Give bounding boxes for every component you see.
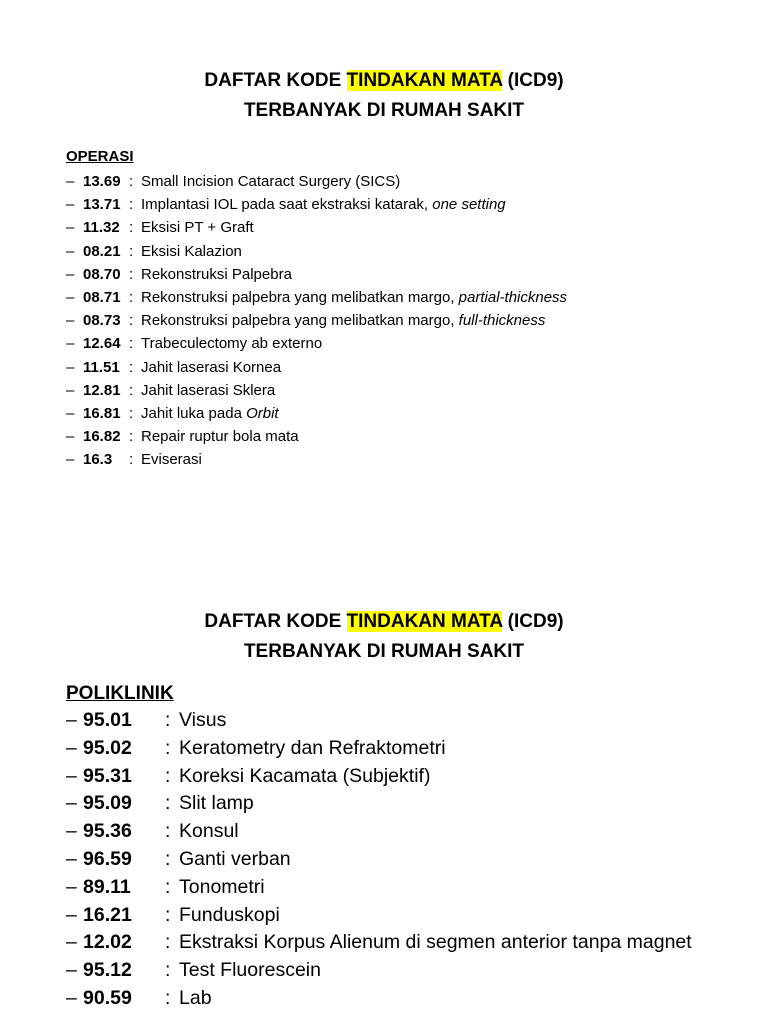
bullet-dash: – bbox=[66, 903, 77, 926]
procedure-description bbox=[141, 448, 202, 471]
procedure-description bbox=[141, 240, 242, 263]
list-item bbox=[66, 448, 567, 471]
icd9-code: 12.81 bbox=[83, 381, 121, 399]
icd9-code: 08.21 bbox=[83, 242, 121, 260]
colon-separator: : bbox=[129, 242, 134, 260]
list-item bbox=[66, 425, 567, 448]
list-item bbox=[66, 763, 692, 791]
icd9-code: 16.82 bbox=[83, 428, 121, 446]
bullet-dash: – bbox=[66, 404, 75, 422]
operasi-code-list bbox=[66, 170, 567, 471]
icd9-code: 95.12 bbox=[83, 959, 132, 982]
colon-separator: : bbox=[129, 451, 134, 469]
colon-separator: : bbox=[165, 847, 171, 870]
procedure-text: Rekonstruksi Palpebra bbox=[141, 265, 292, 283]
colon-separator: : bbox=[165, 986, 171, 1009]
list-item bbox=[66, 193, 567, 216]
colon-separator: : bbox=[129, 335, 134, 353]
list-item bbox=[66, 929, 692, 957]
procedure-qualifier: full-thickness bbox=[458, 312, 546, 330]
title-suffix: (ICD9) bbox=[502, 611, 564, 632]
bullet-dash: – bbox=[66, 265, 75, 283]
procedure-text: Jahit laserasi Sklera bbox=[141, 381, 276, 399]
bullet-dash: – bbox=[66, 792, 77, 815]
bullet-dash: – bbox=[66, 196, 75, 214]
list-item bbox=[66, 379, 567, 402]
colon-separator: : bbox=[129, 381, 134, 399]
procedure-description bbox=[179, 735, 446, 763]
list-item bbox=[66, 874, 692, 902]
list-item bbox=[66, 902, 692, 930]
procedure-text: Small Incision Cataract Surgery (SICS) bbox=[141, 173, 401, 190]
list-item bbox=[66, 790, 692, 818]
colon-separator: : bbox=[129, 288, 134, 306]
procedure-text: Repair ruptur bola mata bbox=[141, 428, 299, 446]
icd9-code: 11.32 bbox=[83, 219, 120, 237]
poliklinik-code-list bbox=[66, 707, 692, 1013]
procedure-text: Koreksi Kacamata (Subjektif) bbox=[179, 764, 431, 787]
procedure-description bbox=[179, 818, 239, 846]
list-item bbox=[66, 356, 567, 379]
document-subtitle: TERBANYAK DI RUMAH SAKIT bbox=[243, 641, 525, 662]
procedure-description bbox=[141, 170, 400, 193]
icd9-code: 95.02 bbox=[83, 736, 132, 759]
icd9-code: 13.71 bbox=[83, 196, 121, 214]
list-item bbox=[66, 735, 692, 763]
list-item bbox=[66, 985, 692, 1013]
bullet-dash: – bbox=[66, 820, 77, 843]
icd9-code: 08.73 bbox=[83, 312, 121, 330]
procedure-description bbox=[179, 902, 280, 930]
procedure-qualifier: partial-thickness bbox=[458, 288, 568, 306]
procedure-text: Eksisi Kalazion bbox=[141, 242, 242, 260]
colon-separator: : bbox=[165, 820, 171, 843]
list-item bbox=[66, 818, 692, 846]
icd9-code: 08.71 bbox=[83, 288, 121, 306]
procedure-text: Trabeculectomy ab externo bbox=[141, 335, 323, 353]
procedure-text: Konsul bbox=[179, 820, 239, 843]
bullet-dash: – bbox=[66, 312, 75, 330]
colon-separator: : bbox=[129, 428, 134, 446]
section-operasi-heading bbox=[0, 66, 768, 126]
bullet-dash: – bbox=[66, 219, 75, 237]
procedure-text: Tonometri bbox=[179, 875, 265, 898]
bullet-dash: – bbox=[66, 847, 77, 870]
procedure-text: Test Fluorescein bbox=[179, 959, 321, 982]
icd9-code: 16.21 bbox=[83, 903, 132, 926]
bullet-dash: – bbox=[66, 242, 75, 260]
procedure-text: Implantasi IOL pada saat ekstraksi katarak, bbox=[141, 196, 433, 214]
list-item bbox=[66, 263, 567, 286]
icd9-code: 16.3 bbox=[83, 451, 113, 469]
procedure-description bbox=[141, 309, 545, 332]
title-highlight: TINDAKAN MATA bbox=[346, 70, 503, 91]
document-title bbox=[0, 607, 768, 637]
colon-separator: : bbox=[129, 219, 134, 237]
colon-separator: : bbox=[165, 764, 171, 787]
list-item bbox=[66, 240, 567, 263]
procedure-description bbox=[179, 985, 212, 1013]
section-poliklinik-heading bbox=[0, 607, 768, 667]
colon-separator: : bbox=[165, 931, 171, 954]
icd9-code: 16.81 bbox=[83, 404, 121, 422]
colon-separator: : bbox=[129, 358, 134, 376]
list-item bbox=[66, 402, 567, 425]
procedure-description bbox=[141, 379, 275, 402]
colon-separator: : bbox=[165, 959, 171, 982]
icd9-code: 13.69 bbox=[83, 173, 121, 190]
procedure-description bbox=[141, 332, 322, 355]
colon-separator: : bbox=[129, 265, 134, 283]
list-item bbox=[66, 707, 692, 735]
section-label-operasi: OPERASI bbox=[66, 148, 134, 165]
procedure-text: Eksisi PT + Graft bbox=[141, 219, 254, 237]
colon-separator: : bbox=[129, 312, 134, 330]
colon-separator: : bbox=[165, 792, 171, 815]
title-prefix: DAFTAR KODE bbox=[204, 70, 347, 91]
procedure-text: Jahit laserasi Kornea bbox=[141, 358, 282, 376]
list-item bbox=[66, 846, 692, 874]
title-suffix: (ICD9) bbox=[502, 70, 564, 91]
title-highlight: TINDAKAN MATA bbox=[346, 611, 503, 632]
bullet-dash: – bbox=[66, 709, 77, 731]
procedure-description bbox=[141, 356, 281, 379]
colon-separator: : bbox=[129, 196, 134, 214]
procedure-description bbox=[179, 790, 254, 818]
procedure-text: Eviserasi bbox=[141, 451, 202, 469]
bullet-dash: – bbox=[66, 173, 75, 190]
bullet-dash: – bbox=[66, 358, 75, 376]
title-prefix: DAFTAR KODE bbox=[204, 611, 347, 632]
icd9-code: 95.31 bbox=[83, 764, 132, 787]
colon-separator: : bbox=[129, 404, 134, 422]
icd9-code: 96.59 bbox=[83, 847, 132, 870]
procedure-description bbox=[141, 425, 299, 448]
document-subtitle: TERBANYAK DI RUMAH SAKIT bbox=[243, 100, 525, 121]
procedure-text: Rekonstruksi palpebra yang melibatkan margo, bbox=[141, 312, 459, 330]
procedure-description bbox=[141, 263, 292, 286]
icd9-code: 89.11 bbox=[83, 875, 131, 898]
procedure-qualifier: one setting bbox=[432, 196, 506, 214]
procedure-text: Funduskopi bbox=[179, 903, 280, 926]
bullet-dash: – bbox=[66, 451, 75, 469]
colon-separator: : bbox=[165, 736, 171, 759]
icd9-code: 95.36 bbox=[83, 820, 132, 843]
procedure-text: Keratometry dan Refraktometri bbox=[179, 736, 446, 759]
colon-separator: : bbox=[165, 709, 171, 731]
bullet-dash: – bbox=[66, 428, 75, 446]
procedure-description bbox=[179, 846, 291, 874]
procedure-description bbox=[141, 402, 279, 425]
icd9-code: 90.59 bbox=[83, 986, 132, 1009]
icd9-code: 95.09 bbox=[83, 792, 132, 815]
colon-separator: : bbox=[165, 903, 171, 926]
list-item bbox=[66, 286, 567, 309]
bullet-dash: – bbox=[66, 931, 77, 954]
procedure-description bbox=[179, 707, 226, 735]
icd9-code: 95.01 bbox=[83, 709, 132, 731]
icd9-code: 08.70 bbox=[83, 265, 121, 283]
icd9-code: 12.64 bbox=[83, 335, 121, 353]
colon-separator: : bbox=[165, 875, 171, 898]
procedure-text: Slit lamp bbox=[179, 792, 254, 815]
bullet-dash: – bbox=[66, 875, 77, 898]
procedure-text: Visus bbox=[179, 709, 227, 731]
bullet-dash: – bbox=[66, 986, 77, 1009]
procedure-description bbox=[179, 929, 692, 957]
procedure-description bbox=[141, 216, 254, 239]
procedure-description bbox=[141, 286, 567, 309]
bullet-dash: – bbox=[66, 288, 75, 306]
procedure-text: Rekonstruksi palpebra yang melibatkan margo, bbox=[141, 288, 459, 306]
icd9-code: 12.02 bbox=[83, 931, 132, 954]
bullet-dash: – bbox=[66, 335, 75, 353]
colon-separator: : bbox=[129, 173, 134, 190]
procedure-text: Ekstraksi Korpus Alienum di segmen anterior tanpa magnet bbox=[179, 931, 692, 954]
list-item bbox=[66, 332, 567, 355]
icd9-code: 11.51 bbox=[83, 358, 120, 376]
procedure-text: Lab bbox=[179, 986, 212, 1009]
list-item bbox=[66, 170, 567, 193]
procedure-description bbox=[179, 763, 430, 791]
procedure-qualifier: Orbit bbox=[246, 404, 279, 422]
document-title bbox=[0, 66, 768, 96]
list-item bbox=[66, 216, 567, 239]
procedure-text: Jahit luka pada bbox=[141, 404, 247, 422]
list-item bbox=[66, 957, 692, 985]
bullet-dash: – bbox=[66, 764, 77, 787]
procedure-description bbox=[179, 874, 265, 902]
list-item bbox=[66, 309, 567, 332]
procedure-description bbox=[141, 193, 506, 216]
procedure-text: Ganti verban bbox=[179, 847, 291, 870]
bullet-dash: – bbox=[66, 736, 77, 759]
section-label-poliklinik: POLIKLINIK bbox=[66, 683, 174, 704]
bullet-dash: – bbox=[66, 381, 75, 399]
procedure-description bbox=[179, 957, 321, 985]
bullet-dash: – bbox=[66, 959, 77, 982]
